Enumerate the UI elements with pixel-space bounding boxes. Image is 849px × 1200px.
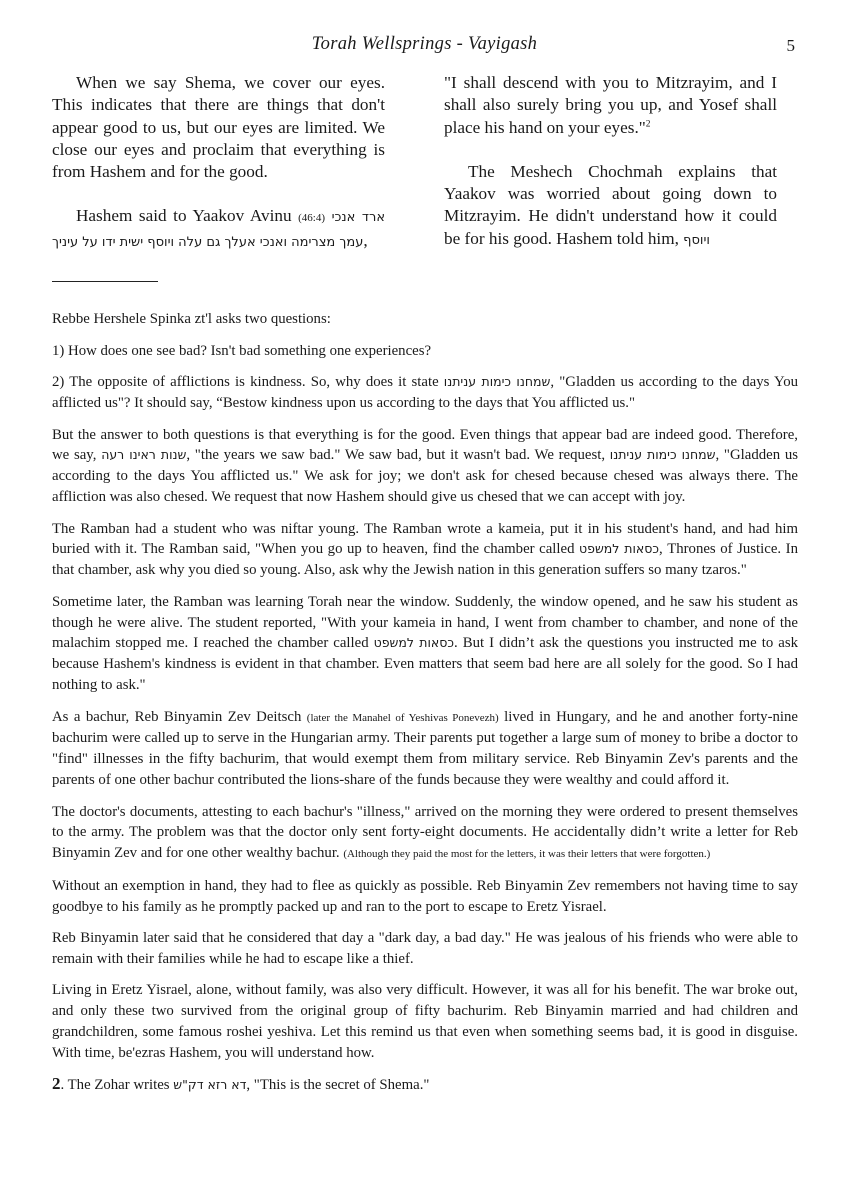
- footnote-2-text-1: . The Zohar writes: [60, 1077, 174, 1094]
- hebrew-phrase: שנות ראינו רעה: [101, 447, 187, 463]
- hebrew-phrase: כסאות למשפט: [579, 541, 659, 557]
- running-title: Torah Wellsprings - Vayigash: [311, 34, 538, 54]
- page-number: 5: [786, 36, 795, 55]
- right-paragraph-1: [444, 72, 777, 139]
- note-student-text-1: Sometime later, the Ramban was learning Torah near the window. Suddenly, the window opened, and he saw his student as though he were alive. The student reported, "With your kameia in hand, I went from chamber to chamber, and none of the malachim stopped me. I reached the chamber called: [52, 593, 798, 652]
- left-paragraph-2: [52, 205, 385, 254]
- footnote-divider: [52, 281, 158, 282]
- left-paragraph-2-end: ,: [363, 230, 368, 250]
- hebrew-phrase: שמחנו כימות עניתנו: [609, 447, 716, 463]
- right-paragraph-2-text: The Meshech Chochmah explains that Yaakov was worried about going down to Mitzrayim. He didn't understand how it could be for his good. Hashem told him,: [444, 161, 777, 248]
- note-doctor-story: [52, 802, 798, 865]
- note-answer: [52, 425, 798, 508]
- note-student-story: [52, 592, 798, 696]
- note-bachur-aside: (later the Manahel of Yeshivas Ponevezh): [306, 711, 499, 724]
- note-doctor-aside: (Although they paid the most for the letters, it was their letters that were forgotten.): [343, 848, 711, 861]
- note-dark-day: Reb Binyamin later said that he considered that day a "dark day, a bad day." He was jealous of his friends who were able to remain with their families while he had to escape like a thief.: [52, 930, 798, 967]
- footnote-2-text-2: , "This is the secret of Shema.": [246, 1077, 430, 1094]
- note-answer-text-3: , "Gladden us according to the days You afflicted us." We ask for joy; we don't ask for chesed because chesed was always there. The affliction was also chesed. We request that now Hashem should give us chesed that we can accept with joy.: [52, 447, 798, 505]
- note-doctor-text: The doctor's documents, attesting to each bachur's "illness," arrived on the morning they were ordered to present themselves to the army. The problem was that the doctor only sent forty-eight documents. He accidentally didn’t write a letter for Reb Binyamin Zev and for one other wealthy bachur.: [52, 803, 798, 862]
- right-paragraph-1-text: "I shall descend with you to Mitzrayim, and I shall also surely bring you up, and Yosef shall place his hand on your eyes.": [444, 73, 777, 137]
- note-eretz-yisrael: Living in Eretz Yisrael, alone, without family, was also very difficult. However, it was all for his benefit. The war broke out, and only these two survived from the original group of fifty bachurim. Reb Binyamin married and had children and grandchildren, some famous roshei yeshiva. Let this remind us that even when something seems bad, it is good in disguise. With time, be'ezras Hashem, you will understand how.: [52, 982, 798, 1061]
- note-ramban-text-1: The Ramban had a student who was niftar young. The Ramban wrote a kameia, put it in his student's hand, and had him buried with it. The Ramban said, "When you go up to heaven, find the chamber called: [52, 520, 798, 558]
- right-column: [444, 72, 777, 252]
- footnote-marker: 2: [645, 118, 651, 129]
- note-question-2-text: 2) The opposite of afflictions is kindness. So, why does it state: [52, 374, 444, 391]
- note-flee: Without an exemption in hand, they had to flee as quickly as possible. Reb Binyamin Zev remembers not having time to say goodbye to his family as he promptly packed up and ran to the port to escape to Eretz Yisrael.: [52, 877, 798, 915]
- page-header: [0, 34, 849, 58]
- verse-reference: (46:4): [298, 212, 326, 225]
- right-paragraph-2: [444, 161, 777, 252]
- hebrew-phrase: שמחנו כימות עניתנו: [443, 374, 551, 390]
- hebrew-word: ויוסף: [683, 232, 710, 248]
- note-answer-text-2: , "the years we saw bad." We saw bad, but it wasn't bad. We request,: [186, 447, 610, 464]
- footnotes-section: [52, 309, 798, 1107]
- note-bachur-story: [52, 707, 798, 791]
- hebrew-quote: ארד עמך מצרימה ואנכי אעלך גם עלה ויוסף ישית ידו על עיניך: [52, 210, 386, 250]
- hebrew-phrase: דא רזא דק"ש: [173, 1077, 247, 1093]
- note-student-text-2: . But I didn’t ask the questions you instructed me to ask because Hashem's kindness is evident in that chamber. Even matters that seem bad here are all solely for the good. So I had nothing to ask.": [52, 635, 798, 693]
- left-column: [52, 72, 385, 254]
- note-bachur-text-1: As a bachur, Reb Binyamin Zev Deitsch: [52, 708, 307, 725]
- left-paragraph-2-text: Hashem said to Yaakov Avinu: [76, 206, 299, 226]
- note-answer-text-1: But the answer to both questions is that everything is for the good. Even things that appear bad are indeed good. Therefore, we say,: [52, 426, 798, 464]
- note-question-2: [52, 372, 798, 414]
- note-bachur-text-2: lived in Hungary, and he and another forty-nine bachurim were called up to serve in the Hungarian army. Their parents put together a large sum of money to bribe a doctor to "find" illnesses in the fifty bachurim, that would exempt them from military service. Reb Binyamin Zev's parents and the parents of one other bachur contributed the lions-share of the funds because they were wealthy and could afford it.: [52, 708, 798, 788]
- hebrew-phrase: כסאות למשפט: [373, 635, 455, 651]
- note-question-2-end: , "Gladden us according to the days You afflicted us"? It should say, “Bestow kindness upon us according to the days that You afflicted us.": [52, 374, 798, 411]
- note-ramban-text-2: , Thrones of Justice. In that chamber, ask why you died so young. Also, ask why the Jewish nation in this generation suffers so many tzaros.": [52, 541, 798, 579]
- hebrew-quote-start: אנכי: [331, 210, 356, 226]
- note-intro: Rebbe Hershele Spinka zt'l asks two questions:: [52, 311, 331, 327]
- footnote-2: [52, 1074, 798, 1096]
- left-paragraph-1: When we say Shema, we cover our eyes. This indicates that there are things that don't appear good to us, but our eyes are limited. We close our eyes and proclaim that everything is from Hashem and for the good.: [52, 73, 385, 182]
- note-question-1: 1) How does one see bad? Isn't bad something one experiences?: [52, 342, 432, 359]
- note-ramban-story: [52, 519, 798, 581]
- footnote-2-number: 2: [52, 1074, 61, 1094]
